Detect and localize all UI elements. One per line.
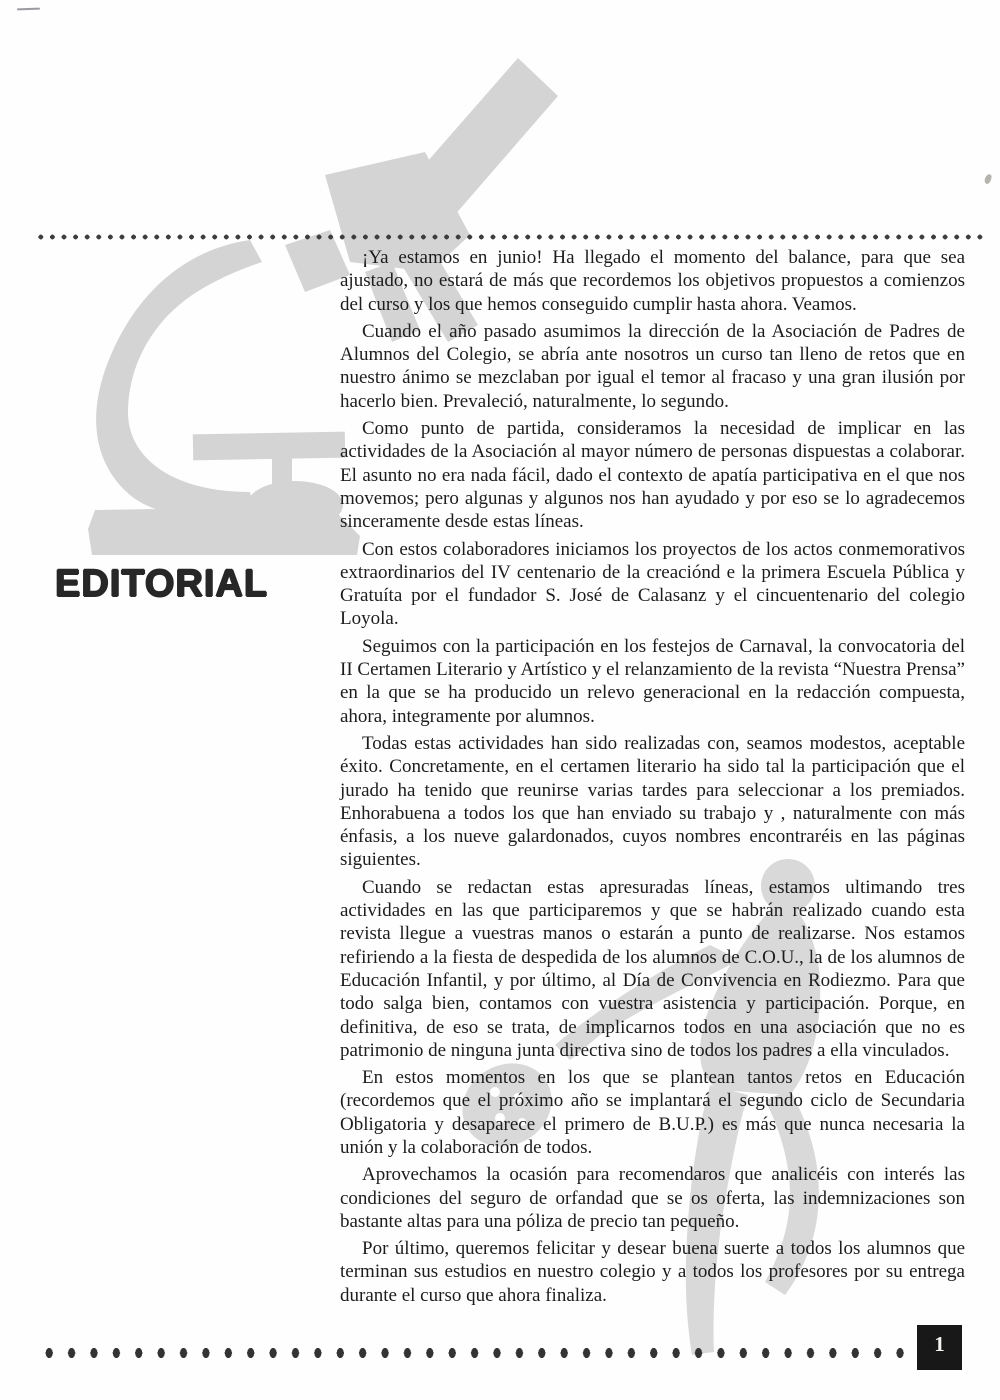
page-title: EDITORIAL — [55, 563, 269, 605]
article-paragraph: Seguimos con la participación en los festejos de Carnaval, la convocatoria del II Certamen Literario y Artístico y el relanzamiento de la revista “Nuestra Prensa” en la que se ha producido un relevo generacional en la redacción compuesta, ahora, integramente por alumnos. — [340, 635, 965, 727]
page-number-box — [917, 1325, 962, 1370]
article-paragraph: Por último, queremos felicitar y desear buena suerte a todos los alumnos que terminan sus estudios en nuestro colegio y a todos los profesores por su entrega durante el curso que ahora finaliza. — [340, 1238, 965, 1306]
article-paragraph: Con estos colaboradores iniciamos los proyectos de los actos conmemorativos extraordinarios del IV centenario de la creaciónd e la primera Escuela Pública y Gratuíta por el fundador S. José de Calasanz y el cincuentenario del colegio Loyola. — [340, 538, 965, 630]
editorial-article — [340, 246, 965, 1311]
article-paragraph: Todas estas actividades han sido realizadas con, seamos modestos, aceptable éxito. Concretamente, en el certamen literario ha sido tal la participación que el jurado ha tenido que reunirse varias tardes para seleccionar a los premiados. Enhorabuena a todos los que han enviado su trabajo y , naturalmente con más énfasis, a los nueve galardonados, cuyos nombres encontraréis en las páginas siguientes. — [340, 732, 965, 871]
bottom-dotted-divider — [38, 1346, 920, 1360]
article-paragraph: Aprovechamos la ocasión para recomendaros que analicéis con interés las condiciones del seguro de orfandad que se os oferta, las indemnizaciones son bastante altas para una póliza de precio tan pequeño. — [340, 1164, 965, 1232]
article-paragraph: Cuando el año pasado asumimos la dirección de la Asociación de Padres de Alumnos del Colegio, se abría ante nosotros un curso tan lleno de retos que en nuestro ánimo se mezclaban por igual el temor al fracaso y una gran ilusión por hacerlo bien. Prevaleció, naturalmente, lo segundo. — [340, 320, 965, 412]
top-dotted-divider — [35, 233, 985, 241]
article-paragraph: En estos momentos en los que se plantean tantos retos en Educación (recordemos que el próximo año se implantará el segundo ciclo de Secundaria Obligatoria y desaparece el primero de B.U.P.) es más que nunca necesaria la unión y la colaboración de todos. — [340, 1067, 965, 1158]
scan-corner-mark — [17, 8, 40, 11]
page-number: 1 — [934, 1332, 945, 1356]
article-paragraph: ¡Ya estamos en junio! Ha llegado el momento del balance, para que sea ajustado, no estará de más que recordemos los objetivos propuestos a comienzos del curso y los que hemos conseguido cumplir hasta ahora. Veamos. — [340, 247, 965, 315]
scan-speck — [984, 173, 993, 184]
article-paragraph: Cuando se redactan estas apresuradas líneas, estamos ultimando tres actividades en las que participaremos y que se habrán realizado cuando esta revista llegue a vuestras manos o estarán a punto de realizarse. Nos estamos refiriendo a la fiesta de despedida de los alumnos de C.O.U., la de los alumnos de Educación Infantil, y por último, al Día de Convivencia en Rodiezmo. Para que todo salga bien, contamos con vuestra asistencia y participación. Porque, en definitiva, de eso se trata, de implicarnos todos en una asociación que no es patrimonio de ninguna junta directiva sino de todos los padres a ella vinculados. — [340, 876, 965, 1061]
article-paragraph: Como punto de partida, consideramos la necesidad de implicar en las actividades de la Asociación al mayor número de personas dispuestas a colaborar. El asunto no era nada fácil, dado el contexto de apatía participativa en el que nos movemos; pero algunas y algunos nos han ayudado y por eso se lo agradecemos sinceramente desde estas líneas. — [340, 418, 965, 533]
